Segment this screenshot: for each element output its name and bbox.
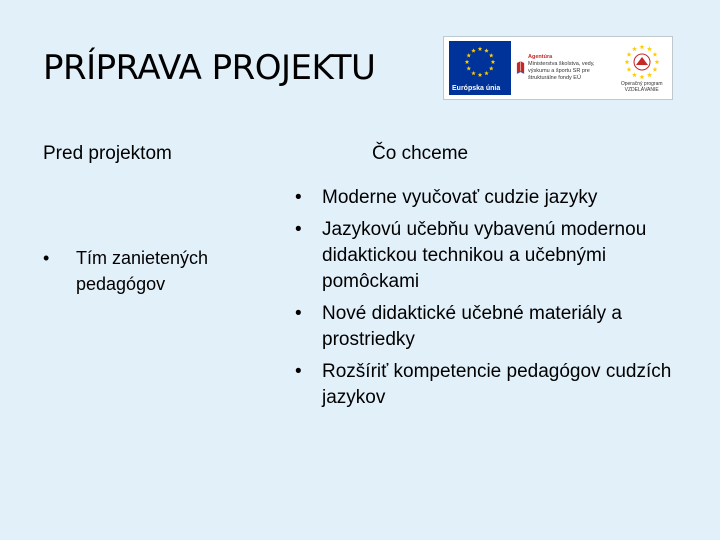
left-bullet-list [43,245,273,303]
right-bullet-list [295,185,705,417]
bullet-icon: • [295,219,302,240]
star-icon [652,67,657,72]
eu-stars-icon [449,41,511,83]
star-ring-icon [620,43,664,81]
eu-label: Európska únia [449,83,511,95]
slide-title: PRÍPRAVA PROJEKTU [43,48,376,88]
bullet-icon: • [295,187,302,208]
bullet-text: Rozšíriť kompetencie pedagógov cudzích jazykov [322,361,672,408]
list-item [295,217,705,295]
star-icon [654,59,659,64]
ministry-logo [516,41,611,95]
bullet-icon: • [295,361,302,382]
op-education-logo [616,41,667,95]
book-icon [516,51,525,85]
ministry-name: Agentúra [528,54,553,60]
star-icon [647,72,652,77]
star-icon [626,67,631,72]
list-item [295,185,705,211]
sponsor-logos [443,36,673,100]
eu-flag-logo [449,41,511,95]
ministry-text: Ministerstva školstva, vedy, výskumu a športu SR pre štrukturálne fondy EÚ [528,61,595,81]
fund-text: Operačný program VZDELÁVANIE [620,81,663,93]
star-icon [632,46,637,51]
star-icon [632,72,637,77]
star-icon [647,46,652,51]
right-column-heading: Čo chceme [372,143,469,164]
bullet-text: Jazykovú učebňu vybavenú modernou didaktickou technikou a učebnými pomôckami [322,219,647,292]
bullet-text: Tím zanietených pedagógov [76,248,209,294]
star-icon [626,52,631,57]
left-column-heading: Pred projektom [43,143,172,164]
bullet-text: Nové didaktické učebné materiály a prostriedky [322,303,622,350]
list-item [295,359,705,411]
list-item [295,301,705,353]
star-icon [639,44,644,49]
star-icon [652,52,657,57]
bullet-text: Moderne vyučovať cudzie jazyky [322,187,598,208]
star-icon [624,59,629,64]
bullet-icon: • [295,303,302,324]
bullet-icon: • [43,248,50,268]
list-item [43,245,273,297]
star-icon [639,74,644,79]
